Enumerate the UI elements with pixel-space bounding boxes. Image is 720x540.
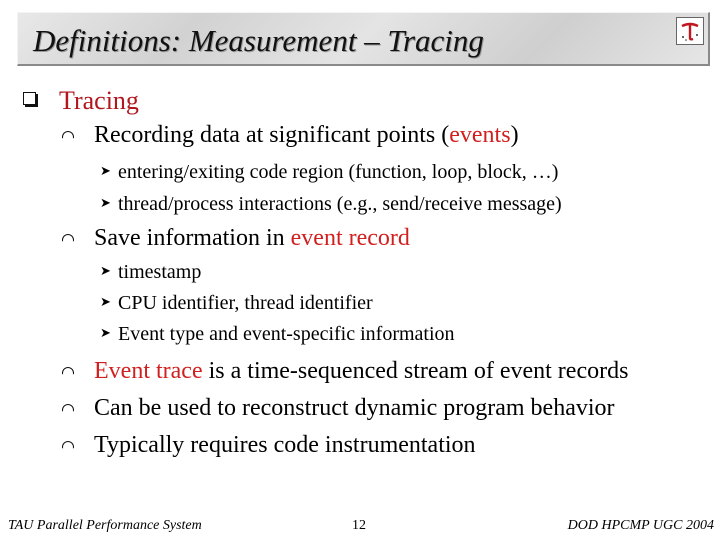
- arrow-bullet-icon: ➤: [100, 264, 111, 279]
- bullet-text: Typically requires code instrumentation: [94, 432, 476, 458]
- bullet-text: Save information in: [94, 225, 291, 251]
- sub-bullet-text: entering/exiting code region (function, loop, block, …): [118, 161, 559, 183]
- arrow-bullet-icon: ➤: [100, 196, 111, 211]
- bullet-highlight: event record: [290, 225, 410, 251]
- ring-bullet-icon: [62, 404, 74, 416]
- bullet-text: Can be used to reconstruct dynamic program behavior: [94, 395, 615, 421]
- arrow-bullet-icon: ➤: [100, 164, 111, 179]
- slide-title: Definitions: Measurement – Tracing: [33, 23, 484, 58]
- ring-bullet-icon: [62, 234, 74, 246]
- arrow-bullet-icon: ➤: [100, 295, 111, 310]
- bullet-text: is a time-sequenced stream of event records: [202, 358, 629, 384]
- footer-right: DOD HPCMP UGC 2004: [567, 518, 714, 533]
- bullet-highlight: Event trace: [94, 358, 203, 384]
- ring-bullet-icon: [62, 441, 74, 453]
- bullet-text: ): [510, 122, 519, 148]
- page-number: 12: [352, 518, 366, 533]
- tau-logo-icon: [676, 17, 704, 45]
- level1-label: Tracing: [59, 86, 139, 115]
- sub-bullet-text: Event type and event-specific information: [118, 323, 455, 345]
- bullet-text: Recording data at significant points (: [94, 122, 450, 148]
- ring-bullet-icon: [62, 367, 74, 379]
- ring-bullet-icon: [62, 131, 74, 143]
- square-bullet-icon: [23, 92, 36, 105]
- bullet-highlight: events: [449, 122, 511, 148]
- sub-bullet-text: CPU identifier, thread identifier: [118, 292, 373, 314]
- sub-bullet-text: thread/process interactions (e.g., send/receive message): [118, 193, 562, 215]
- sub-bullet-text: timestamp: [118, 261, 202, 283]
- arrow-bullet-icon: ➤: [100, 326, 111, 341]
- title-bar: [17, 12, 710, 66]
- footer-left: TAU Parallel Performance System: [8, 518, 202, 533]
